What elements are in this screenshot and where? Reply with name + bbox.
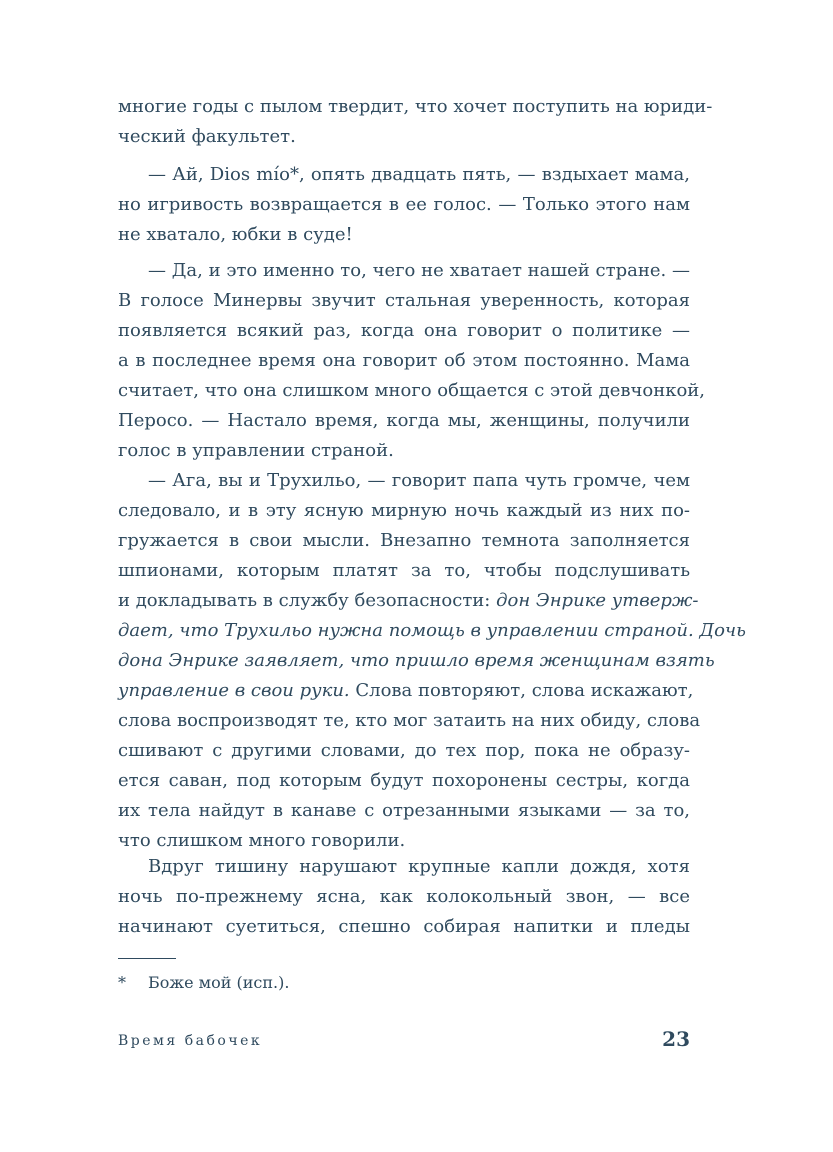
italic-text-run: управление в свои руки.	[118, 680, 350, 701]
text-line: а в последнее время она говорит об этом постоянно. Мама	[118, 350, 690, 371]
text-line: гружается в свои мысли. Внезапно темнота заполняется	[118, 530, 690, 551]
text-line: не хватало, юбки в суде!	[118, 224, 353, 245]
text-line: но игривость возвращается в ее голос. — Только этого нам	[118, 194, 690, 215]
text-line: голос в управлении страной.	[118, 440, 394, 461]
text-line: считает, что она слишком много общается с этой девчонкой,	[118, 380, 706, 401]
running-footer-book-title: Время бабочек	[118, 1033, 263, 1049]
footnote-mark: *	[118, 973, 126, 992]
footnote	[118, 973, 289, 993]
italic-text-line	[118, 650, 715, 672]
text-line: В голосе Минервы звучит стальная уверенность, которая	[118, 290, 690, 311]
page-number: 23	[662, 1027, 690, 1051]
italic-text-run: дон Энрике утверж-	[496, 590, 699, 611]
text-line: ночь по-прежнему ясна, как колокольный звон, — все	[118, 886, 690, 907]
text-line: их тела найдут в канаве с отрезанными языками — за то,	[118, 800, 690, 821]
text-line: — Да, и это именно то, чего не хватает нашей стране. —	[148, 260, 690, 281]
footnote-text: Боже мой (исп.).	[148, 973, 290, 992]
italic-text-line	[118, 620, 746, 642]
text-line: что слишком много говорили.	[118, 830, 406, 851]
text-line: Вдруг тишину нарушают крупные капли дождя, хотя	[148, 856, 690, 877]
text-line: сшивают с другими словами, до тех пор, пока не образу-	[118, 740, 690, 761]
text-line: начинают суетиться, спешно собирая напитки и пледы	[118, 916, 690, 937]
italic-text-run: дает, что Трухильо нужна помощь в управлении страной. Дочь	[118, 620, 746, 641]
italic-text-run: дона Энрике заявляет, что пришло время женщинам взять	[118, 650, 715, 671]
text-line: — Ага, вы и Трухильо, — говорит папа чуть громче, чем	[148, 470, 690, 491]
text-line: многие годы с пылом твердит, что хочет поступить на юриди-	[118, 96, 713, 117]
text-line: ется саван, под которым будут похоронены сестры, когда	[118, 770, 690, 791]
footnote-divider	[118, 958, 176, 959]
text-line: шпионами, которым платят за то, чтобы подслушивать	[118, 560, 690, 581]
text-line: Перосо. — Настало время, когда мы, женщины, получили	[118, 410, 690, 431]
text-line: ческий факультет.	[118, 126, 296, 147]
text-run: Слова повторяют, слова искажают,	[349, 680, 694, 701]
text-line: слова воспроизводят те, кто мог затаить на них обиду, слова	[118, 710, 701, 731]
text-line: следовало, и в эту ясную мирную ночь каждый из них по-	[118, 500, 690, 521]
text-line: — Ай, Dios mío*, опять двадцать пять, — вздыхает мама,	[148, 164, 690, 185]
text-line	[118, 590, 699, 612]
text-line	[118, 680, 694, 702]
text-run: и докладывать в службу безопасности:	[118, 590, 497, 611]
text-line: появляется всякий раз, когда она говорит о политике —	[118, 320, 690, 341]
